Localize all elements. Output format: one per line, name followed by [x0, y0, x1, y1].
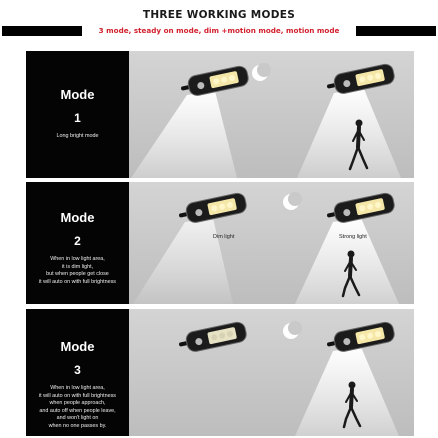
- mode-2-desc-line: but when people get close: [46, 271, 109, 278]
- mode-2-scene: [129, 182, 414, 304]
- mode-3-desc-line: When in low light area,: [50, 385, 105, 391]
- crescent-moon-icon: [283, 321, 302, 339]
- mode-3-caption: [26, 309, 129, 436]
- mode-3-desc-line: when no one passes by.: [48, 422, 107, 429]
- mode-2-panel: [26, 182, 414, 304]
- right-black-bar: [356, 26, 436, 36]
- mode-3-description: [26, 385, 129, 431]
- light-beam: [133, 218, 233, 304]
- mode-3-desc-line: it will auto on with full brightness: [38, 392, 116, 399]
- dim-light-label: Dim light: [213, 234, 235, 240]
- mode-2-desc-line: When in low light area,: [50, 256, 105, 262]
- subtitle: 3 mode, steady on mode, dim +motion mode, motion mode: [98, 26, 340, 35]
- strong-light-label: Strong light: [339, 234, 367, 240]
- mode-1-panel: [26, 51, 414, 178]
- left-black-bar: [2, 26, 82, 36]
- light-beam: [295, 218, 399, 304]
- page-title: THREE WORKING MODES: [142, 9, 296, 21]
- mode-1-number: 1: [74, 111, 81, 125]
- mode-3-desc-line: and auto off when people leave,: [39, 407, 116, 414]
- mode-3-scene: [129, 309, 414, 436]
- mode-2-caption: [26, 182, 129, 304]
- mode-2-title: Mode: [60, 210, 95, 225]
- light-beam: [295, 347, 399, 436]
- mode-1-caption: [26, 51, 129, 178]
- mode-1-description: [26, 133, 129, 141]
- mode-3-title: Mode: [60, 339, 95, 354]
- mode-1-title: Mode: [60, 87, 95, 102]
- crescent-moon-icon: [252, 63, 271, 81]
- mode-3-desc-line: and won't light on: [56, 415, 99, 422]
- solar-lamp-icon: [177, 321, 248, 355]
- mode-2-desc-line: it will auto on with full brightness: [38, 278, 116, 285]
- mode-3-desc-line: when people approach,: [49, 400, 106, 407]
- mode-2-number: 2: [74, 234, 81, 248]
- mode-3-panel: [26, 309, 414, 436]
- light-beam: [131, 91, 237, 178]
- mode-3-number: 3: [74, 363, 81, 377]
- mode-2-description: [26, 256, 129, 286]
- mode-2-desc-line: it is dim light,: [61, 263, 94, 270]
- mode-1-desc-line: Long bright mode: [56, 133, 99, 139]
- subtitle-bar: [0, 25, 438, 37]
- crescent-moon-icon: [283, 192, 302, 210]
- light-beam: [297, 89, 401, 178]
- mode-1-scene: [129, 51, 414, 178]
